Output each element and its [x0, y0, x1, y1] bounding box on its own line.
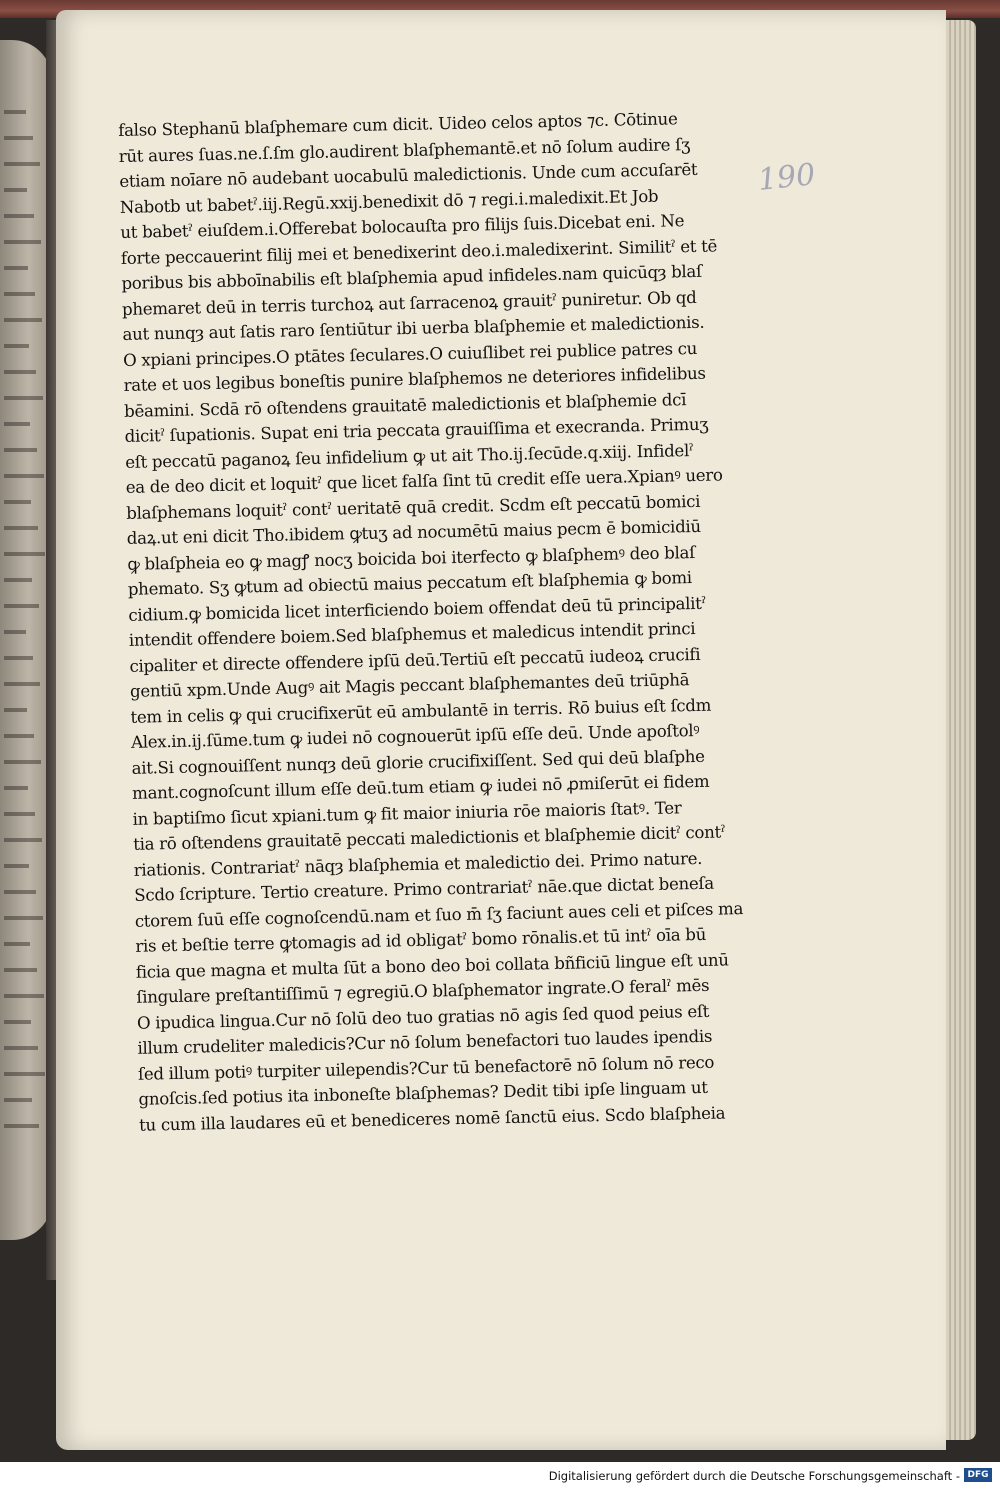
ghost-line	[4, 318, 42, 322]
text-line: gentiū xpm.Unde Augꝰ ait Magis peccant blaſphemantes deū triūphā	[129, 670, 690, 701]
ghost-line	[4, 474, 44, 478]
ghost-line	[4, 968, 37, 972]
text-line: riationis. Contrariatˀ nāqȝ blaſphemia et maledictio dei. Primo nature.	[133, 848, 703, 880]
text-line: daꝝ.ut eni dicit Tho.ibidem ꝙtuʒ ad nocumētū maius pecm ē bomicidiū	[126, 516, 701, 548]
text-line: poribus bis abboīnabilis eſt blaſphemia apud infideles.nam quicūqȝ blaſ	[121, 261, 703, 293]
text-line: bēamini. Scdā rō oſtendens grauitatē maledictionis et blaſphemie dcī	[123, 389, 687, 421]
ghost-line	[4, 760, 41, 764]
ghost-line	[4, 1020, 31, 1024]
ghost-line	[4, 110, 26, 114]
ghost-line	[4, 370, 36, 374]
text-line: ea de deo dicit et loquitˀ que licet falſa ſint tū credit eſſe uera.Xpianꝰ uero	[125, 465, 723, 497]
text-line: in baptiſmo ſicut xpiani.tum ꝙ fit maior iniuria rōe maioris ſtatꝰ. Ter	[132, 797, 682, 829]
ghost-line	[4, 734, 34, 738]
text-line: O xpiani principes.O ptātes ſeculares.O cuiuſlibet rei publice patres cu	[122, 338, 698, 370]
text-line: eſt peccatū paganoꝝ ſeu infidelium ꝙ ut ait Tho.ij.ſecūde.q.xiij. Infidelˀ	[125, 440, 694, 472]
ghost-line	[4, 1098, 32, 1102]
ghost-line	[4, 604, 39, 608]
text-line: tu cum illa laudares eū et benediceres nomē ſanctū eius. Scdo blaſpheia	[138, 1103, 726, 1135]
text-line: ris et beſtie terre ꝙtomagis ad id obligatˀ bomo rōnalis.et tū intˀ oīa bū	[135, 924, 707, 956]
text-line: ficia que magna et multa ſūt a bono deo boi collata bñficiū lingue eſt unū	[135, 949, 729, 982]
ghost-line	[4, 812, 35, 816]
ghost-line	[4, 344, 29, 348]
footer-bar	[0, 1462, 1000, 1491]
ghost-line	[4, 422, 30, 426]
text-line: intendit offendere boiem.Sed blaſphemus et maledicus intendit princi	[128, 619, 696, 650]
text-line: ſingulare preſtantiſſimū ⁊ egregiū.O blaſphemator ingrate.O feralˀ mēs	[136, 975, 710, 1007]
ghost-line	[4, 266, 28, 270]
ghost-line	[4, 136, 33, 140]
ghost-line	[4, 682, 40, 686]
ghost-line	[4, 396, 43, 400]
dfg-logo-icon: DFG	[964, 1468, 992, 1482]
text-line: cipaliter et directe offendere ipſū deū.Tertiū eſt peccatū iudeoꝝ crucifi	[129, 644, 701, 676]
text-line: falso Stephanū blaſphemare cum dicit. Uideo celos aptos ⁊c. Cōtinue	[118, 109, 678, 140]
ghost-line	[4, 214, 34, 218]
ghost-line	[4, 188, 27, 192]
text-line: blaſphemans loquitˀ contˀ ueritatē quā credit. Scdm eſt peccatū bomici	[126, 491, 701, 523]
ghost-line	[4, 292, 35, 296]
ghost-line	[4, 1072, 45, 1076]
ghost-line	[4, 500, 31, 504]
text-line: rate et uos legibus boneſtis punire blaſphemos ne deteriores infidelibus	[123, 363, 706, 395]
ghost-line	[4, 448, 37, 452]
text-line: O ipudica lingua.Cur nō ſolū deo tuo gratias nō agis ſed quod peius eſt	[136, 1001, 710, 1033]
ghost-line	[4, 578, 32, 582]
text-line: Nabotb ut babetˀ.iij.Regū.xxij.benedixit dō ⁊ regi.i.maledixit.Et Job	[119, 186, 659, 217]
ghost-line	[4, 526, 38, 530]
ghost-line	[4, 994, 44, 998]
footer-credit: Digitalisierung gefördert durch die Deutsche Forschungsgemeinschaft -	[548, 1469, 960, 1483]
text-line: ait.Si cognouiſſent nunqȝ deū glorie crucifixiſſent. Sed qui deū blaſphe	[131, 746, 705, 778]
text-line: ctorem ſuū eſſe cognoſcendū.nam et ſuo m̄ ſʒ faciunt aues celi et piſces ma	[134, 898, 744, 931]
text-line: phemaret deū in terris turchoꝝ aut ſarracenoꝝ grauitˀ puniretur. Ob qd	[121, 287, 697, 319]
ghost-line	[4, 786, 28, 790]
ghost-line	[4, 240, 41, 244]
ghost-line	[4, 942, 30, 946]
text-line: phemato. Sʒ ꝙtum ad obiectū maius peccatum eſt blaſphemia ꝙ bomi	[127, 568, 693, 599]
ghost-line	[4, 864, 29, 868]
ghost-line	[4, 916, 43, 920]
text-line: etiam noīare nō audebant uocabulū maledictionis. Unde cum accuſarēt	[119, 159, 698, 191]
text-line: mant.cognoſcunt illum eſſe deū.tum etiam ꝙ iudei nō ꝓmiſerūt ei fidem	[131, 771, 710, 803]
text-block	[118, 104, 789, 1137]
ghost-line	[4, 162, 40, 166]
ghost-line	[4, 630, 26, 634]
text-line: rūt aures ſuas.ne.ſ.ſm glo.audirent blaſphemantē.et nō ſolum audire ſʒ	[118, 134, 691, 166]
text-line: tem in celis ꝙ qui crucifixerūt eū ambulantē in terris. Rō buius eſt ſcdm	[130, 695, 712, 727]
ghost-line	[4, 838, 42, 842]
text-line: dicitˀ ſupationis. Supat eni tria peccata grauiſſima et execranda. Primuʒ	[124, 414, 709, 446]
ghost-line	[4, 890, 36, 894]
ghost-line	[4, 552, 45, 556]
text-line: aut nunqȝ aut ſatis raro ſentiūtur ibi uerba blaſphemie et maledictionis.	[122, 312, 705, 344]
left-page-edge	[0, 40, 52, 1240]
text-line: cidium.ꝙ bomicida licet interficiendo boiem offendat deū tū principalitˀ	[128, 593, 707, 625]
text-line: forte peccauerint filij mei et benedixerint deo.i.maledixerint. Similitˀ et tē	[120, 235, 718, 268]
text-line: ꝙ blaſpheia eo ꝙ magꝭ nocʒ boicida boi iterfecto ꝙ blaſphemꝰ deo blaſ	[127, 542, 696, 574]
ghost-line	[4, 1046, 38, 1050]
text-line: tia rō oſtendens grauitatē peccati maledictionis et blaſphemie dicitˀ contˀ	[133, 822, 726, 854]
ghost-line	[4, 708, 27, 712]
ghost-line	[4, 656, 33, 660]
text-line: ut babetˀ eiuſdem.i.Offerebat bolocauſta pro filijs ſuis.Dicebat eni. Ne	[120, 211, 685, 242]
text-line: gnoſcis.ſed potius ita inboneſte blaſphemas? Dedit tibi ipſe linguam ut	[138, 1077, 708, 1109]
text-line: Scdo ſcripture. Tertio creature. Primo contrariatˀ nāe.que dictat beneſa	[134, 873, 715, 905]
text-line: ſed illum potiꝰ turpiter uilependis?Cur tū benefactorē nō ſolum nō reco	[137, 1052, 715, 1084]
text-line: illum crudeliter maledicis?Cur nō ſolum benefactori tuo laudes ipendis	[137, 1026, 713, 1058]
folio-number: 190	[756, 157, 817, 198]
text-line: Alex.in.ij.ſūme.tum ꝙ iudei nō cognouerūt ipſū eſſe deū. Unde apoſtolꝰ	[130, 720, 700, 752]
ghost-line	[4, 1124, 39, 1128]
